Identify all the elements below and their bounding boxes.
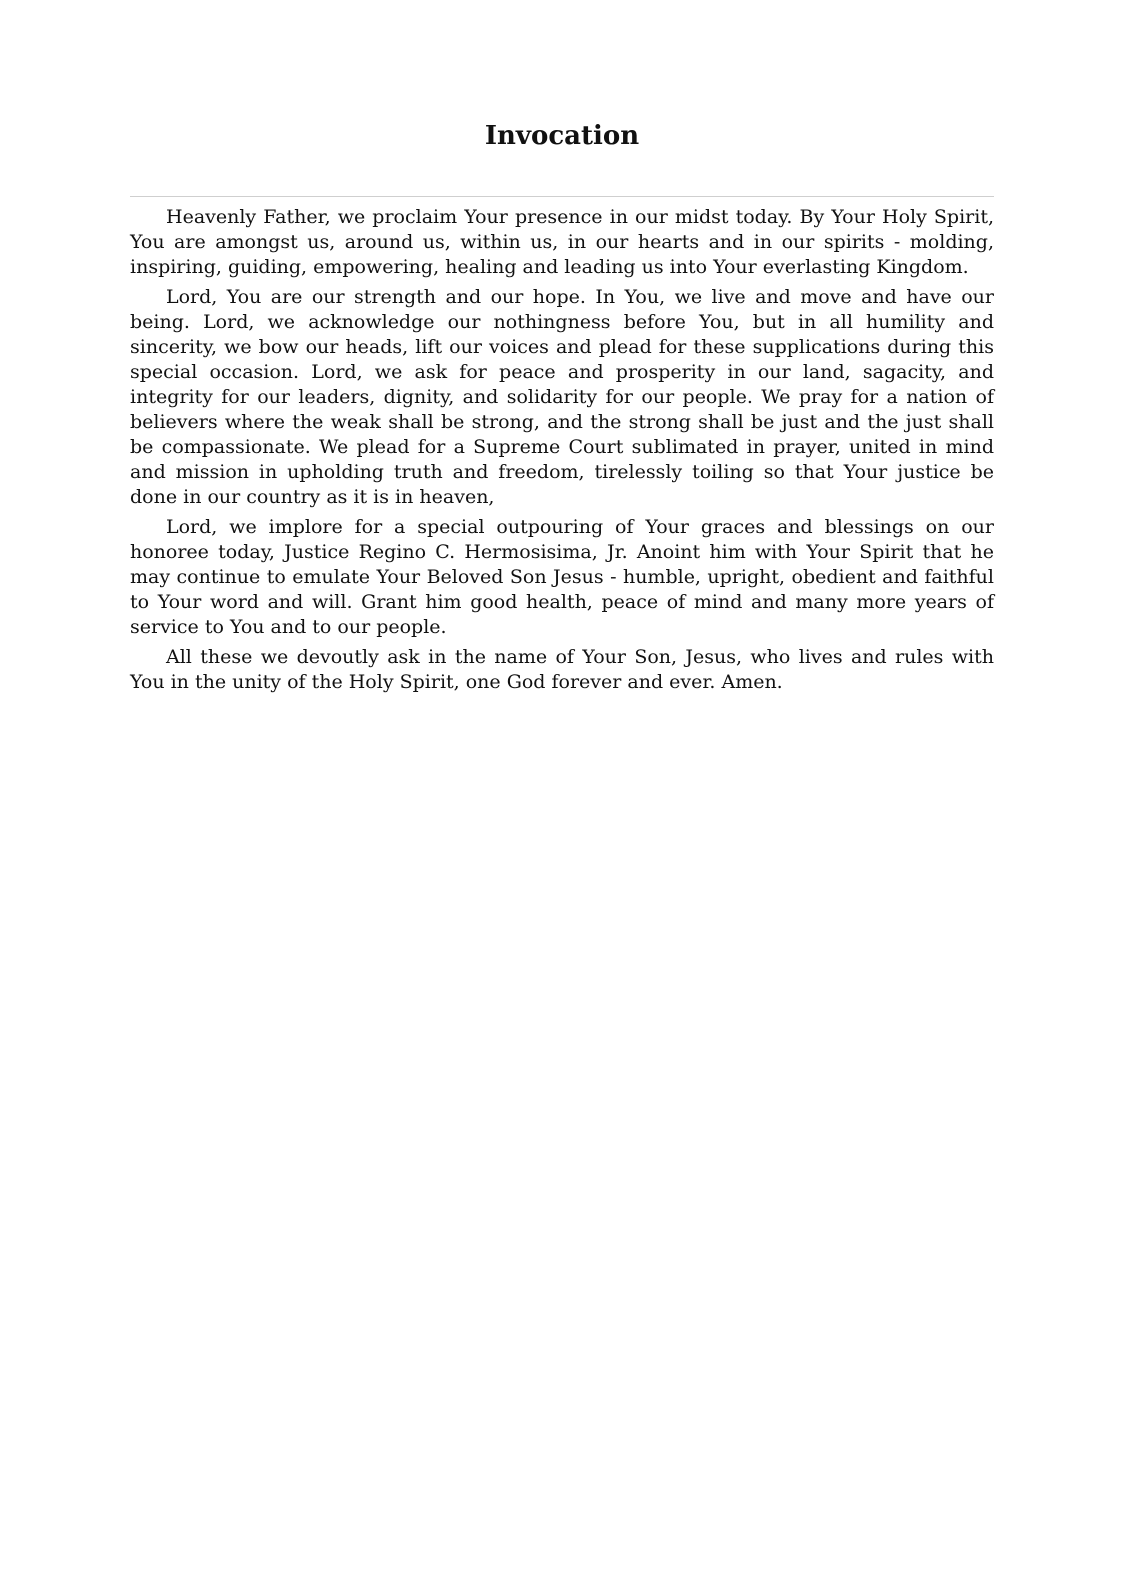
page-title: Invocation xyxy=(484,121,640,151)
paragraph-opening: Heavenly Father, we proclaim Your presence in our midst today. By Your Holy Spirit, You are amongst us, around us, within us, in our hearts and in our spirits - molding, inspiring, guiding, empowering, healing and leading us into Your everlasting Kingdom. xyxy=(130,206,994,278)
invocation-body xyxy=(130,205,994,695)
paragraph-honoree-blessing: Lord, we implore for a special outpouring of Your graces and blessings on our honoree today, Justice Regino C. Hermosisima, Jr. Anoint him with Your Spirit that he may continue to emulate Your Beloved Son Jesus - humble, upright, obedient and faithful to Your word and will. Grant him good health, peace of mind and many more years of service to You and to our people. xyxy=(130,516,994,638)
document-page xyxy=(130,110,994,700)
paragraph-closing: All these we devoutly ask in the name of Your Son, Jesus, who lives and rules with You in the unity of the Holy Spirit, one God forever and ever. Amen. xyxy=(130,646,994,693)
title-divider xyxy=(130,196,994,197)
paragraph-supplication: Lord, You are our strength and our hope. In You, we live and move and have our being. Lord, we acknowledge our nothingness before You, but in all humility and sincerity, we bow our heads, lift our voices and plead for these supplications during this special occasion. Lord, we ask for peace and prosperity in our land, sagacity, and integrity for our leaders, dignity, and solidarity for our people. We pray for a nation of believers where the weak shall be strong, and the strong shall be just and the just shall be compassionate. We plead for a Supreme Court sublimated in prayer, united in mind and mission in upholding truth and freedom, tirelessly toiling so that Your justice be done in our country as it is in heaven, xyxy=(130,286,994,508)
